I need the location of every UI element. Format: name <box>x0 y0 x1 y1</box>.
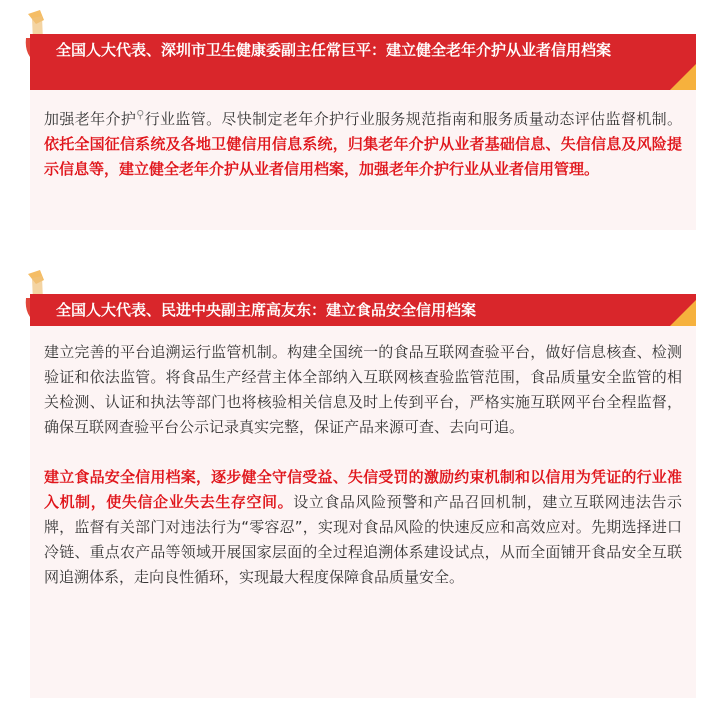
section-1-title: 全国人大代表、深圳市卫生健康委副主任常巨平：建立健全老年介护从业者信用档案 <box>56 41 612 59</box>
banner-corner-decoration <box>670 64 696 90</box>
banner-corner-decoration <box>670 300 696 326</box>
section-1-paragraph <box>44 102 682 182</box>
body-text: 加强老年介护 <box>44 110 137 128</box>
section-2-paragraph-2 <box>44 465 682 590</box>
body-text: 行业监管。尽快制定老年介护行业服务规范指南和服务质量动态评估监督机制。 <box>144 110 682 128</box>
section-1-banner <box>30 34 696 90</box>
section-2-paragraph-1: 建立完善的平台追溯运行监管机制。构建全国统一的食品互联网查验平台，做好信息核查、检测验证和依法监管。将食品生产经营主体全部纳入互联网核查验监管范围，食品质量安全监管的相关检测、认证和执法等部门也将核验相关信息及时上传到平台，严格实施互联网平台全程监督，确保互联网查验平台公示记录真实完整，保证产品来源可查、去向可追。 <box>44 343 682 436</box>
section-2-body <box>30 326 696 698</box>
highlight-text: 建立食品安全信用档案，逐步健全守信受益、失信受罚的激励约束机制和以信用为凭证的行业准入机制，使失信企业失去生存空间。 <box>44 468 682 511</box>
body-text: 设立食品风险预警和产品召回机制，建立互联网违法告示牌，监督有关部门对违法行为“零容忍”，实现对食品风险的快速反应和高效应对。先期选择进口冷链、重点农产品等领域开展国家层面的全过程追溯体系建设试点，从而全面铺开食品安全互联网追溯体系，走向良性循环，实现最大程度保障食品质量安全。 <box>44 493 682 586</box>
highlight-text: 依托全国征信系统及各地卫健信用信息系统，归集老年介护从业者基础信息、失信信息及风险提示信息等，建立健全老年介护从业者信用档案，加强老年介护行业从业者信用管理。 <box>44 135 682 178</box>
section-1-body <box>30 90 696 230</box>
section-2-banner <box>30 294 696 326</box>
section-2-title: 全国人大代表、民进中央副主席高友东：建立食品安全信用档案 <box>56 301 477 319</box>
search-icon[interactable]: ⚲ <box>136 108 145 121</box>
